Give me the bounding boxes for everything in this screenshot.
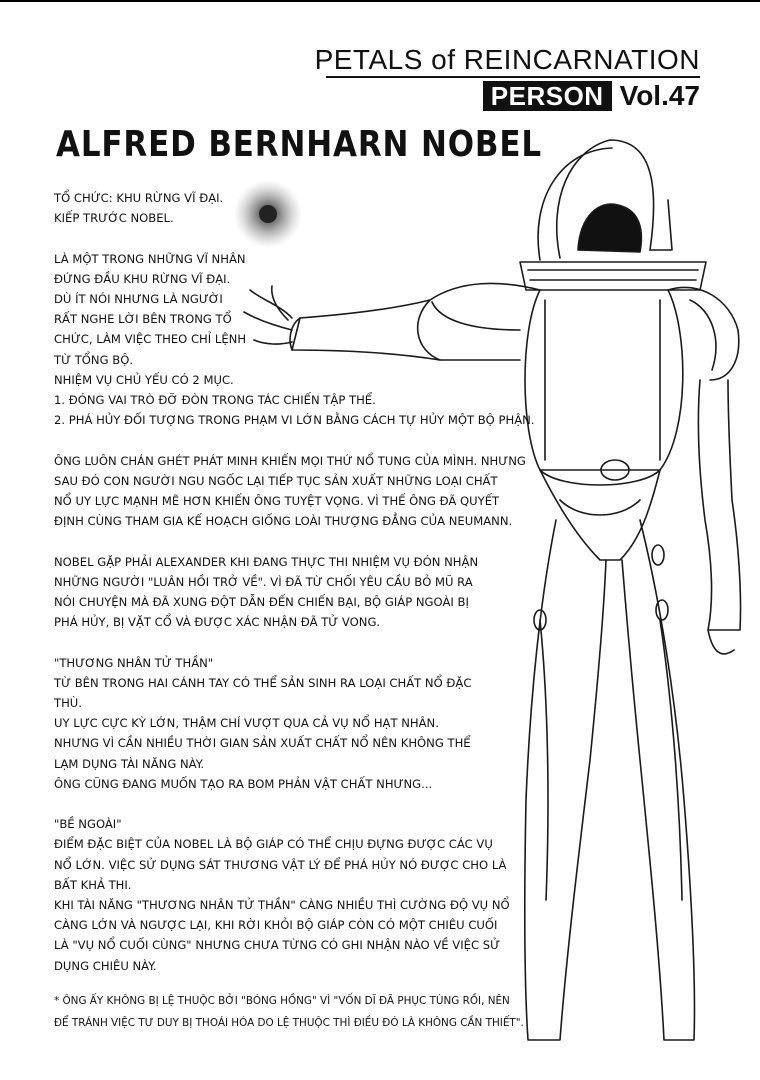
text-line: "BỀ NGOÀI" [54, 817, 122, 832]
text-line: LÀ MỘT TRONG NHỮNG VĨ NHÂN [54, 251, 246, 266]
text-line: NHIỆM VỤ CHỦ YẾU CÓ 2 MỤC. [54, 372, 234, 387]
right-shoulder [668, 287, 739, 380]
text-line: NHƯNG VÌ CẦN NHIỀU THỜI GIAN SẢN XUẤT CHẤT NỔ NÊN KHÔNG THỂ [54, 736, 471, 751]
text-line: ÔNG LUÔN CHÁN GHÉT PHÁT MINH KHIẾN MỌI THỨ NỔ TUNG CỦA MÌNH. NHƯNG [54, 453, 526, 468]
text-line: BẤT KHẢ THI. [54, 877, 132, 892]
paragraph-appearance [54, 814, 524, 976]
text-line: NHỮNG NGƯỜI "LUÂN HỒI TRỞ VỀ". VÌ ĐÃ TỪ CHỐI YÊU CẦU BỎ MŨ RA [54, 574, 473, 589]
left-leg [525, 520, 606, 1040]
right-arm [698, 380, 740, 630]
text-line: PHÁ HỦY, BỊ VẶT CỔ VÀ ĐƯỢC XÁC NHẬN ĐÃ TỬ VONG. [54, 615, 381, 630]
paragraph-organization [54, 188, 524, 228]
text-line: ĐỨNG ĐẦU KHU RỪNG VĨ ĐẠI. [54, 271, 231, 286]
text-line: RẤT NGHE LỜI BÊN TRONG TỔ [54, 312, 232, 327]
text-line: KHI TÀI NĂNG "THƯƠNG NHÂN TỬ THẦN" CÀNG NHIỀU THÌ CƯỜNG ĐỘ VỤ NỔ [54, 898, 510, 913]
text-line: THÙ. [54, 696, 82, 711]
paragraph-fate [54, 552, 524, 633]
text-line: NOBEL GẶP PHẢI ALEXANDER KHI ĐANG THỰC THI NHIỆM VỤ ĐÓN NHẬN [54, 554, 479, 569]
volume-number: Vol.47 [619, 80, 700, 111]
text-line: ĐIỂM ĐẶC BIỆT CỦA NOBEL LÀ BỘ GIÁP CÓ THỂ CHỊU ĐỰNG ĐƯỢC CÁC VỤ [54, 837, 493, 852]
text-line: NỔ UY LỰC MẠNH MẼ HƠN KHIẾN ÔNG TUYỆT VỌNG. VÌ THẾ ÔNG ĐÃ QUYẾT [54, 494, 500, 509]
text-line: ĐỊNH CÙNG THAM GIA KẾ HOẠCH GIỐNG LOÀI THƯỢNG ĐẲNG CỦA NEUMANN. [54, 514, 513, 529]
person-badge: PERSON [483, 81, 612, 111]
footnote-line: ĐỂ TRÁNH VIỆC TƯ DUY BỊ THOÁI HÓA DO LỆ THUỘC THÌ ĐIỀU ĐÓ LÀ KHÔNG CẦN THIẾT". [54, 1017, 524, 1029]
text-line: 1. ĐÓNG VAI TRÒ ĐỠ ĐÒN TRONG TÁC CHIẾN TẬP THỂ. [54, 393, 376, 408]
text-line: CHỨC, LÀM VIỆC THEO CHỈ LỆNH [54, 332, 247, 347]
text-line: SAU ĐÓ CON NGƯỜI NGU NGỐC LẠI TIẾP TỤC SẢN XUẤT NHỮNG LOẠI CHẤT [54, 473, 498, 488]
text-line: DÙ ÍT NÓI NHƯNG LÀ NGƯỜI [54, 292, 223, 306]
series-title: PETALS of REINCARNATION [314, 44, 700, 75]
text-line: LẠM DỤNG TÀI NĂNG NÀY. [54, 756, 205, 771]
text-line: 2. PHÁ HỦY ĐỐI TƯỢNG TRONG PHẠM VI LỚN BẰNG CÁCH TỰ HỦY MỘT BỘ PHẬN. [54, 413, 535, 428]
text-line: TỪ BÊN TRONG HAI CÁNH TAY CÓ THỂ SẢN SINH RA LOẠI CHẤT NỔ ĐẶC [54, 675, 472, 690]
text-line: NÓI CHUYỆN MÀ ĐÃ XUNG ĐỘT DẪN ĐẾN CHIẾN BẠI, BỘ GIÁP NGOÀI BỊ [54, 595, 469, 610]
footnote-line: * ÔNG ẤY KHÔNG BỊ LỆ THUỘC BỞI "BÓNG HỒNG" VÌ "VỐN DĨ ĐÃ PHỤC TÙNG RỒI, NÊN [54, 995, 510, 1007]
text-line: LÀ "VỤ NỔ CUỐI CÙNG" NHƯNG CHƯA TỪNG CÓ GHI NHẬN NÀO VỀ VIỆC SỬ [54, 938, 501, 953]
right-leg [622, 520, 695, 1040]
character-name: ALFRED BERNHARN NOBEL [56, 124, 542, 165]
profile-body [54, 188, 535, 996]
helmet-visor [578, 204, 641, 252]
text-line: NỔ LỚN. VIỆC SỬ DỤNG SÁT THƯƠNG VẬT LÝ ĐỂ PHÁ HỦY NÓ ĐƯỢC CHO LÀ [54, 857, 507, 872]
paragraph-talent [54, 653, 524, 794]
text-line: TỔ CHỨC: KHU RỪNG VĨ ĐẠI. [54, 191, 224, 205]
paragraph-motivation [54, 451, 524, 532]
footnote [54, 990, 534, 1034]
text-line: DỤNG CHIÊU NÀY. [54, 958, 157, 973]
text-line: UY LỰC CỰC KỲ LỚN, THẬM CHÍ VƯỢT QUA CẢ VỤ NỔ HẠT NHÂN. [54, 716, 439, 731]
text-line: "THƯƠNG NHÂN TỬ THẦN" [54, 655, 214, 670]
torso-chest [525, 290, 683, 470]
text-line: KIẾP TRƯỚC NOBEL. [54, 211, 174, 226]
text-line: CÀNG LỚN VÀ NGƯỢC LẠI, KHI RỜI KHỎI BỘ GIÁP CÒN CÓ MỘT CHIÊU CUỐI [54, 918, 498, 933]
text-line: ÔNG CŨNG ĐANG MUỐN TẠO RA BOM PHẢN VẬT CHẤT NHƯNG... [54, 776, 433, 791]
paragraph-role [54, 249, 535, 431]
text-line: TỪ TỔNG BỘ. [54, 352, 134, 367]
